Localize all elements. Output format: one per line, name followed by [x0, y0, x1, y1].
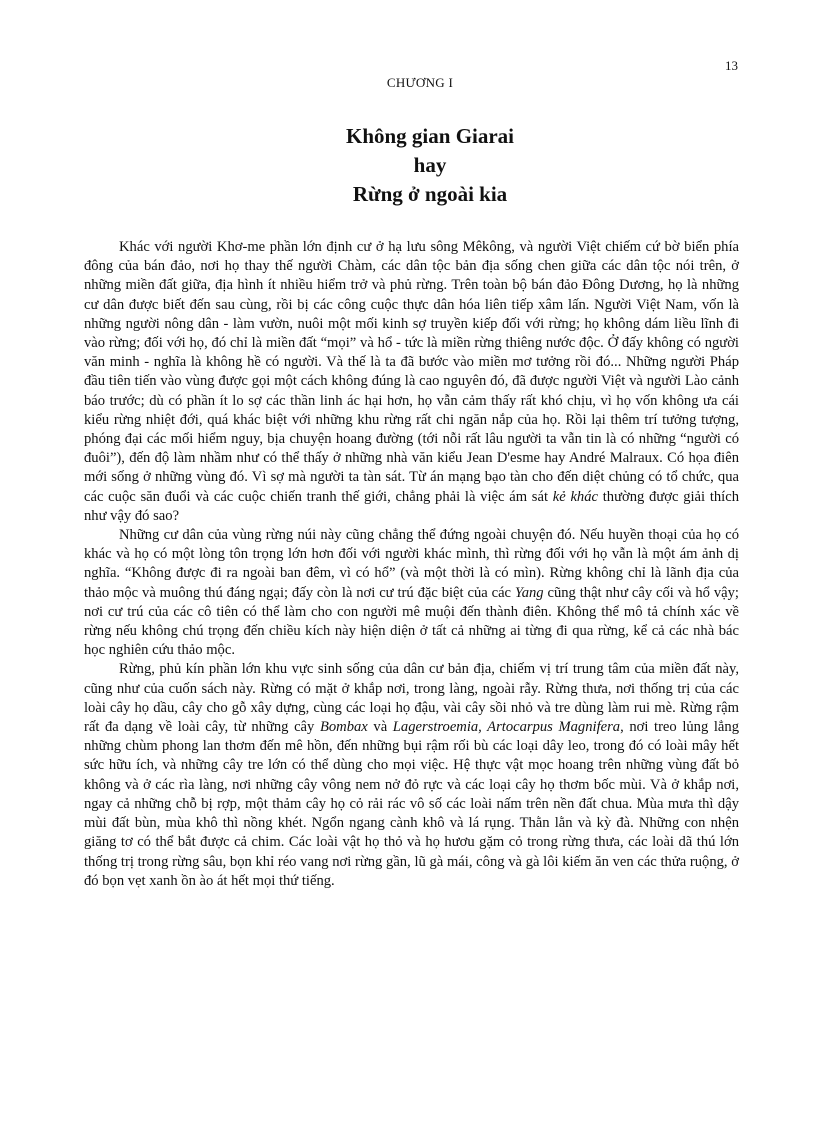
title-line-3: Rừng ở ngoài kia — [352, 182, 508, 206]
paragraph-3-text-b: và — [367, 719, 393, 736]
chapter-title — [0, 122, 816, 209]
paragraph-3-emphasis-b: Lagerstroemia, Artocarpus Magnifera — [392, 719, 621, 736]
chapter-heading: CHƯƠNG I — [386, 75, 454, 90]
paragraph-1-emphasis: kẻ khác — [552, 488, 598, 505]
body-text — [84, 238, 739, 891]
paragraph-2-text-b: cũng thật như cây cối và hổ vậy; nơi cư trú của các cô tiên có thể làm cho con người mê muội đến thành điên. Không thể mô tả chính xác về rừng nếu không chú trọng đến chiều kích này hiện diện ở tất cả những ai từng đi qua rừng, kể cả các nhà bác học nghiên cứu thảo mộc. — [84, 584, 739, 659]
paragraph-2 — [84, 526, 739, 660]
paragraph-2-emphasis: Yang — [514, 584, 544, 601]
title-line-1: Không gian Giarai — [345, 124, 515, 148]
paragraph-1 — [84, 238, 739, 526]
paragraph-3 — [84, 660, 739, 890]
title-line-2: hay — [413, 153, 447, 177]
paragraph-3-text-a: Rừng, phủ kín phần lớn khu vực sinh sống của dân cư bản địa, chiếm vị trí trung tâm của miền đất này, cũng như của cuốn sách này. Rừng có mặt ở khắp nơi, trong làng, ngoài rẫy. Rừng thưa, nơi thống trị của các loài cây họ dầu, cây cho gỗ xây dựng, cùng các loại họ đậu, vài cây sồi nhỏ và tre dùng làm rui mè. Rừng rậm rất đa dạng về loài cây, từ những cây — [84, 661, 739, 736]
page-number: 13 — [725, 58, 738, 73]
paragraph-1-text-a: Khác với người Khơ-me phần lớn định cư ở hạ lưu sông Mêkông, và người Việt chiếm cứ bờ biển phía đông của bán đảo, nơi họ thay thế người Chàm, các dân tộc bản địa sống chen giữa các dân tộc nói trên, ở những miền đất giữa, địa hình ít nhiều hiểm trở và phủ rừng. Trên toàn bộ bán đảo Đông Dương, họ là những cư dân được biết đến sau cùng, rồi bị các công cuộc thực dân hóa liên tiếp xâm lấn. Người Việt Nam, vốn là những người nông dân - làm vườn, nuôi một mối kinh sợ truyền kiếp đối với rừng; họ không dám liều lĩnh đi vào rừng; đối với họ, đó chỉ là miền đất “mọi” và hổ - tức là miền rừng thiêng nước độc. Ở đấy không có người văn minh - nghĩa là không hề có người. Và thế là ta đã bước vào miền mơ tưởng rồi đó... Những người Pháp đầu tiên tiến vào vùng được gọi một cách không đúng là cao nguyên đó, đã được người Việt và người Lào cảnh báo trước; dù có phần ít lo sợ các thần linh ác hại hơn, họ vẫn cảm thấy rất khó chịu, vì họ vốn không ưa cái kiểu rừng nhiệt đới, quá khác biệt với những khu rừng rất chi ngăn nắp của họ. Rồi lại thêm trí tưởng tượng, phóng đại các mối hiểm nguy, bịa chuyện hoang đường (tới nỗi rất lâu người ta vẫn tin là có những “người có đuôi”), đến độ làm nhầm như có thể thấy ở những nhà văn kiểu Jean D'esme hay André Malraux. Có họa điên mới sống ở những vùng đó. Vì sợ mà người ta tàn sát. Từ án mạng bạo tàn cho đến diệt chủng có tổ chức, qua các cuộc săn đuổi và các cuộc chiến tranh thế giới, chẳng phải là việc ám sát — [84, 239, 739, 505]
paragraph-3-text-c: , nơi treo lủng lẳng những chùm phong lan thơm đến mê hồn, đến những bụi rậm rối bù các loại dây leo, trong đó có loài mây hết sức hữu ích, và những cây tre lớn có thể dùng cho mọi việc. Hệ thực vật mọc hoang trên những vùng đất bỏ không và ở các rìa làng, nơi những cây vông nem nở đỏ rực và các loại cây họ thơm bốc mùi. Và ở khắp nơi, ngay cả những chỗ bị rợp, một thảm cây họ cỏ rải rác vô số các loài nấm trên nền đất chua. Mùa mưa thì dậy mùi đất bùn, mùa khô thì nồng khét. Ngổn ngang cành khô và lá rụng. Thằn lằn và kỳ đà. Những con nhện giăng tơ có thể bắt được cả chim. Các loài vật họ thỏ và họ hươu gặm cỏ trong rừng thưa, các loài dã thú lớn thống trị trong rừng sâu, bọn khỉ réo vang nơi rừng gần, lũ gà mái, công và gà lôi kiếm ăn ven các thửa ruộng, ở đó bọn vẹt xanh ồn ào át hết mọi thứ tiếng. — [84, 719, 739, 889]
paragraph-3-emphasis-a: Bombax — [319, 719, 368, 736]
paragraph-2-text-a: Những cư dân của vùng rừng núi này cũng chẳng thể đứng ngoài chuyện đó. Nếu huyền thoại của họ có khác và họ có một lòng tôn trọng lớn hơn đối với người khác mình, thì rừng đối với họ vẫn là một ám ảnh dị nghĩa. “Không được đi ra ngoài ban đêm, vì có hổ” (và một thời là có mìn). Rừng không chỉ là lãnh địa của thảo mộc và muông thú đáng ngại; đấy còn là nơi cư trú đặc biệt của các — [84, 527, 739, 601]
paragraph-1-text-b: thường được giải thích như vậy đó sao? — [84, 488, 739, 524]
